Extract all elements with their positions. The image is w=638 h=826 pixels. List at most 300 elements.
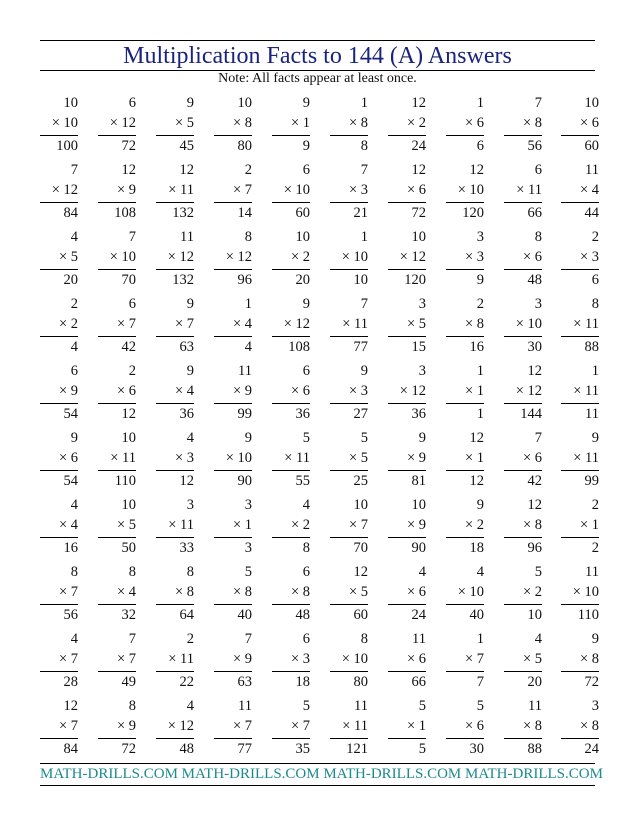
answer: 10	[504, 604, 542, 625]
multiplier-value: 11	[354, 316, 368, 332]
answer: 72	[561, 671, 599, 692]
multiplier	[40, 247, 78, 267]
times-sign: ×	[168, 182, 177, 198]
problem	[98, 562, 136, 625]
multiplier-value: 9	[418, 517, 426, 533]
answer: 60	[272, 202, 310, 223]
multiplier-value: 7	[128, 651, 136, 667]
answer: 42	[98, 336, 136, 357]
times-sign: ×	[116, 718, 126, 734]
multiplicand: 2	[591, 229, 599, 245]
multiplier-value: 9	[418, 450, 426, 466]
problem-row	[40, 495, 599, 562]
multiplicand: 4	[302, 497, 310, 513]
problem	[446, 294, 484, 357]
times-sign: ×	[290, 517, 300, 533]
multiplicand: 12	[121, 162, 136, 178]
multiplicand: 12	[63, 698, 78, 714]
problem	[98, 93, 136, 156]
multiplier	[98, 649, 136, 669]
multiplicand: 11	[238, 698, 252, 714]
problem	[504, 227, 542, 290]
multiplier-value: 7	[244, 718, 252, 734]
problem	[40, 160, 78, 223]
times-sign: ×	[290, 651, 300, 667]
answer: 63	[156, 336, 194, 357]
times-sign: ×	[464, 383, 474, 399]
problem	[504, 629, 542, 692]
times-sign: ×	[522, 651, 532, 667]
multiplier-value: 10	[63, 115, 78, 131]
problem-row	[40, 629, 599, 696]
answer: 16	[446, 336, 484, 357]
multiplier	[330, 381, 368, 401]
multiplicand: 4	[534, 631, 542, 647]
answer: 30	[504, 336, 542, 357]
problem	[98, 629, 136, 692]
multiplier	[388, 649, 426, 669]
times-sign: ×	[573, 450, 582, 466]
multiplier	[40, 515, 78, 535]
multiplicand: 6	[302, 363, 310, 379]
multiplicand: 12	[527, 363, 542, 379]
multiplier-value: 1	[476, 383, 484, 399]
times-sign: ×	[342, 316, 351, 332]
multiplicand: 5	[534, 564, 542, 580]
problem	[214, 629, 252, 692]
answer: 36	[156, 403, 194, 424]
multiplier	[156, 113, 194, 133]
multiplier	[446, 448, 484, 468]
multiplicand: 9	[70, 430, 78, 446]
problem	[504, 696, 542, 759]
multiplicand: 12	[527, 497, 542, 513]
times-sign: ×	[116, 517, 126, 533]
multiplier	[156, 180, 194, 200]
multiplier-value: 5	[70, 249, 78, 265]
answer: 99	[561, 470, 599, 491]
multiplier-value: 3	[186, 450, 194, 466]
multiplicand: 9	[302, 296, 310, 312]
times-sign: ×	[406, 718, 416, 734]
multiplier-value: 9	[128, 718, 136, 734]
multiplier-value: 1	[591, 517, 599, 533]
multiplier	[388, 247, 426, 267]
multiplicand: 2	[128, 363, 136, 379]
multiplicand: 12	[411, 95, 426, 111]
multiplier	[98, 582, 136, 602]
times-sign: ×	[348, 115, 358, 131]
times-sign: ×	[232, 517, 242, 533]
multiplier-value: 6	[591, 115, 599, 131]
multiplicand: 9	[418, 430, 426, 446]
answer: 15	[388, 336, 426, 357]
problem	[40, 361, 78, 424]
multiplier-value: 8	[244, 115, 252, 131]
multiplicand: 9	[360, 363, 368, 379]
multiplicand: 11	[238, 363, 252, 379]
multiplicand: 2	[186, 631, 194, 647]
multiplier-value: 6	[302, 383, 310, 399]
multiplicand: 6	[534, 162, 542, 178]
times-sign: ×	[232, 718, 242, 734]
multiplier-value: 2	[418, 115, 426, 131]
multiplier	[40, 582, 78, 602]
multiplicand: 10	[295, 229, 310, 245]
multiplicand: 9	[186, 296, 194, 312]
multiplicand: 9	[186, 95, 194, 111]
problem	[272, 495, 310, 558]
multiplicand: 1	[244, 296, 252, 312]
times-sign: ×	[51, 182, 60, 198]
multiplier	[561, 649, 599, 669]
multiplier	[388, 180, 426, 200]
multiplier-value: 11	[180, 651, 194, 667]
times-sign: ×	[58, 718, 68, 734]
times-sign: ×	[579, 115, 589, 131]
problem	[561, 629, 599, 692]
answer: 1	[446, 403, 484, 424]
problem	[446, 227, 484, 290]
answer: 42	[504, 470, 542, 491]
answer: 12	[98, 403, 136, 424]
problem	[388, 428, 426, 491]
times-sign: ×	[464, 316, 474, 332]
times-sign: ×	[284, 450, 293, 466]
problem	[40, 495, 78, 558]
multiplicand: 4	[70, 631, 78, 647]
problem	[272, 428, 310, 491]
multiplicand: 7	[128, 631, 136, 647]
multiplicand: 5	[244, 564, 252, 580]
multiplier	[561, 247, 599, 267]
answer: 110	[98, 470, 136, 491]
problem	[504, 361, 542, 424]
times-sign: ×	[109, 249, 118, 265]
problem	[504, 562, 542, 625]
problem	[330, 294, 368, 357]
problem	[504, 294, 542, 357]
answer: 72	[98, 135, 136, 156]
multiplier-value: 3	[360, 383, 368, 399]
multiplicand: 3	[186, 497, 194, 513]
multiplier	[330, 515, 368, 535]
problem	[388, 495, 426, 558]
multiplier	[214, 515, 252, 535]
multiplier	[214, 314, 252, 334]
times-sign: ×	[290, 584, 300, 600]
multiplicand: 7	[360, 296, 368, 312]
multiplicand: 3	[591, 698, 599, 714]
multiplicand: 7	[70, 162, 78, 178]
times-sign: ×	[406, 651, 416, 667]
multiplier	[446, 582, 484, 602]
multiplier	[156, 314, 194, 334]
multiplier	[446, 716, 484, 736]
multiplier	[446, 515, 484, 535]
multiplier-value: 12	[63, 182, 78, 198]
multiplicand: 4	[476, 564, 484, 580]
times-sign: ×	[522, 718, 532, 734]
problem	[156, 629, 194, 692]
multiplier-value: 12	[121, 115, 136, 131]
answer: 10	[330, 269, 368, 290]
answer: 84	[40, 738, 78, 759]
answer: 11	[561, 403, 599, 424]
multiplier	[40, 716, 78, 736]
multiplier	[504, 716, 542, 736]
multiplicand: 9	[591, 430, 599, 446]
answer: 12	[446, 470, 484, 491]
problem	[446, 696, 484, 759]
multiplier	[272, 180, 310, 200]
problem	[214, 294, 252, 357]
multiplicand: 11	[180, 229, 194, 245]
problem	[272, 294, 310, 357]
answer: 49	[98, 671, 136, 692]
multiplicand: 3	[244, 497, 252, 513]
multiplier	[98, 515, 136, 535]
multiplier	[272, 716, 310, 736]
multiplier	[561, 716, 599, 736]
multiplier	[272, 582, 310, 602]
multiplicand: 12	[179, 162, 194, 178]
problem	[388, 294, 426, 357]
multiplier	[504, 649, 542, 669]
multiplier	[272, 113, 310, 133]
times-sign: ×	[116, 651, 126, 667]
multiplier-value: 12	[237, 249, 252, 265]
problem-grid	[40, 93, 599, 763]
answer: 27	[330, 403, 368, 424]
problem	[561, 696, 599, 759]
times-sign: ×	[283, 182, 292, 198]
page-title: Multiplication Facts to 144 (A) Answers	[123, 43, 512, 69]
problem	[98, 428, 136, 491]
multiplier-value: 4	[591, 182, 599, 198]
problem	[561, 428, 599, 491]
multiplier-value: 6	[418, 651, 426, 667]
problem-row	[40, 428, 599, 495]
times-sign: ×	[406, 517, 416, 533]
answer: 72	[388, 202, 426, 223]
problem	[561, 160, 599, 223]
answer: 48	[504, 269, 542, 290]
times-sign: ×	[579, 182, 589, 198]
times-sign: ×	[232, 651, 242, 667]
multiplicand: 10	[411, 229, 426, 245]
times-sign: ×	[348, 450, 358, 466]
answer: 25	[330, 470, 368, 491]
multiplier-value: 10	[527, 316, 542, 332]
problem	[388, 562, 426, 625]
answer: 60	[330, 604, 368, 625]
multiplier	[214, 582, 252, 602]
answer: 3	[214, 537, 252, 558]
answer: 99	[214, 403, 252, 424]
multiplier	[214, 716, 252, 736]
multiplicand: 4	[418, 564, 426, 580]
multiplicand: 1	[476, 631, 484, 647]
multiplier	[156, 716, 194, 736]
multiplier-value: 11	[585, 383, 599, 399]
multiplicand: 11	[528, 698, 542, 714]
problem	[98, 294, 136, 357]
answer: 40	[446, 604, 484, 625]
problem	[446, 495, 484, 558]
multiplicand: 1	[360, 95, 368, 111]
multiplicand: 3	[534, 296, 542, 312]
multiplier	[330, 716, 368, 736]
multiplier-value: 6	[534, 249, 542, 265]
answer: 24	[388, 135, 426, 156]
problem	[40, 629, 78, 692]
multiplicand: 4	[186, 698, 194, 714]
answer: 63	[214, 671, 252, 692]
multiplicand: 10	[63, 95, 78, 111]
problem	[98, 160, 136, 223]
multiplicand: 5	[302, 698, 310, 714]
times-sign: ×	[516, 182, 525, 198]
problem	[214, 160, 252, 223]
multiplicand: 6	[302, 564, 310, 580]
answer: 45	[156, 135, 194, 156]
footer-watermark: MATH-DRILLS.COM MATH-DRILLS.COM MATH-DRILLS.COM MATH-DRILLS.COM	[40, 766, 603, 782]
answer: 36	[272, 403, 310, 424]
times-sign: ×	[116, 182, 126, 198]
answer: 20	[504, 671, 542, 692]
answer: 28	[40, 671, 78, 692]
multiplier-value: 5	[128, 517, 136, 533]
multiplier-value: 4	[186, 383, 194, 399]
problem	[156, 227, 194, 290]
multiplier	[504, 314, 542, 334]
multiplicand: 9	[244, 430, 252, 446]
multiplier-value: 7	[70, 651, 78, 667]
times-sign: ×	[225, 249, 234, 265]
multiplier	[98, 180, 136, 200]
problem-row	[40, 93, 599, 160]
answer: 20	[40, 269, 78, 290]
multiplier	[561, 515, 599, 535]
multiplier	[40, 381, 78, 401]
problem	[214, 361, 252, 424]
multiplicand: 10	[584, 95, 599, 111]
answer: 4	[214, 336, 252, 357]
problem	[446, 160, 484, 223]
multiplicand: 5	[360, 430, 368, 446]
multiplier-value: 10	[469, 182, 484, 198]
multiplicand: 4	[70, 229, 78, 245]
times-sign: ×	[464, 517, 474, 533]
times-sign: ×	[406, 584, 416, 600]
problem	[446, 361, 484, 424]
answer: 121	[330, 738, 368, 759]
problem	[156, 428, 194, 491]
multiplier-value: 8	[186, 584, 194, 600]
multiplicand: 12	[353, 564, 368, 580]
answer: 90	[388, 537, 426, 558]
times-sign: ×	[464, 718, 474, 734]
multiplier	[388, 448, 426, 468]
problem-row	[40, 294, 599, 361]
times-sign: ×	[58, 517, 68, 533]
multiplier-value: 6	[418, 584, 426, 600]
times-sign: ×	[225, 450, 234, 466]
problem	[388, 696, 426, 759]
multiplier-value: 12	[179, 718, 194, 734]
multiplier-value: 12	[295, 316, 310, 332]
multiplier	[504, 247, 542, 267]
multiplicand: 8	[534, 229, 542, 245]
answer: 14	[214, 202, 252, 223]
multiplier	[214, 448, 252, 468]
problem	[388, 629, 426, 692]
times-sign: ×	[457, 584, 466, 600]
times-sign: ×	[464, 249, 474, 265]
times-sign: ×	[522, 517, 532, 533]
multiplier-value: 7	[128, 316, 136, 332]
problem	[272, 227, 310, 290]
multiplier-value: 1	[244, 517, 252, 533]
answer: 24	[388, 604, 426, 625]
answer: 96	[214, 269, 252, 290]
answer: 80	[330, 671, 368, 692]
multiplier	[40, 314, 78, 334]
problem-row	[40, 696, 599, 763]
multiplier-value: 11	[180, 182, 194, 198]
answer: 6	[446, 135, 484, 156]
top-rule	[40, 40, 595, 41]
multiplier-value: 1	[302, 115, 310, 131]
times-sign: ×	[342, 718, 351, 734]
multiplier	[98, 247, 136, 267]
times-sign: ×	[58, 316, 68, 332]
multiplier-value: 6	[534, 450, 542, 466]
multiplicand: 7	[534, 95, 542, 111]
problem	[156, 160, 194, 223]
times-sign: ×	[174, 115, 184, 131]
multiplier-value: 8	[476, 316, 484, 332]
multiplicand: 1	[476, 95, 484, 111]
multiplier	[98, 314, 136, 334]
answer: 120	[446, 202, 484, 223]
multiplier-value: 3	[302, 651, 310, 667]
multiplicand: 8	[186, 564, 194, 580]
multiplier	[272, 649, 310, 669]
times-sign: ×	[579, 249, 589, 265]
problem	[446, 629, 484, 692]
problem	[561, 294, 599, 357]
multiplicand: 9	[302, 95, 310, 111]
answer: 120	[388, 269, 426, 290]
multiplicand: 8	[360, 631, 368, 647]
answer: 12	[156, 470, 194, 491]
multiplicand: 7	[360, 162, 368, 178]
answer: 9	[446, 269, 484, 290]
times-sign: ×	[406, 182, 416, 198]
answer: 8	[330, 135, 368, 156]
answer: 77	[330, 336, 368, 357]
times-sign: ×	[58, 651, 68, 667]
multiplier-value: 4	[70, 517, 78, 533]
multiplicand: 12	[469, 162, 484, 178]
problem	[561, 562, 599, 625]
multiplier-value: 2	[534, 584, 542, 600]
footer-bottom-rule	[40, 785, 595, 786]
times-sign: ×	[58, 450, 68, 466]
multiplicand: 2	[476, 296, 484, 312]
